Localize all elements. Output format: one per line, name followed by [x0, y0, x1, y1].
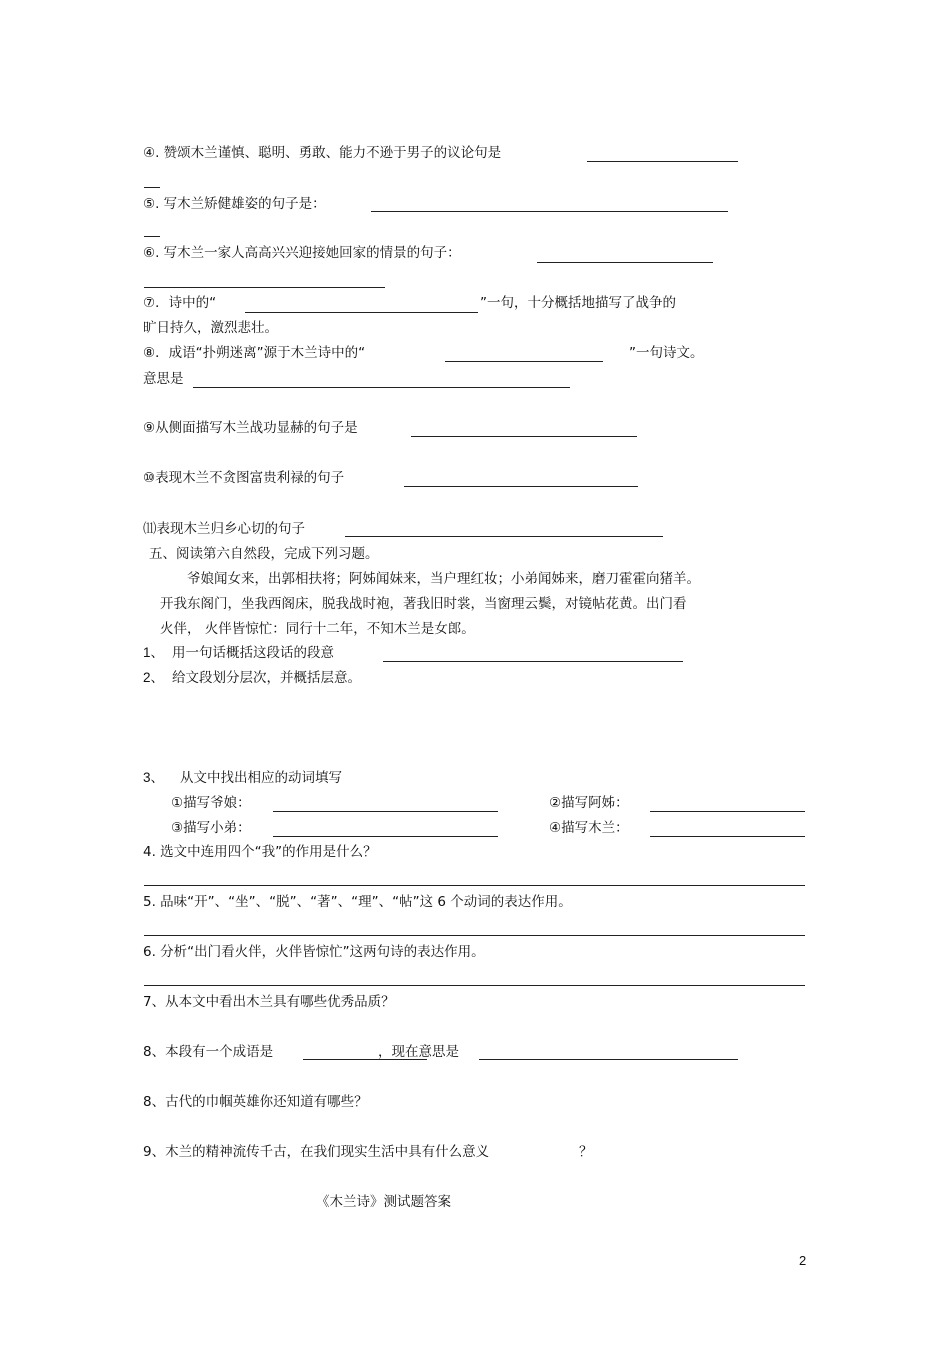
question-7-text-line2: 旷日持久，激烈悲壮。	[143, 320, 278, 336]
answer-blank[interactable]	[411, 436, 637, 437]
reading-q8b-text: 8、古代的巾帼英雄你还知道有哪些？	[143, 1094, 368, 1110]
answer-blank[interactable]	[193, 387, 570, 388]
question-8-text-cont: ”一句诗文。	[629, 345, 704, 361]
answer-blank[interactable]	[345, 536, 663, 537]
reading-q9-text: 9、木兰的精神流传千古，在我们现实生活中具有什么意义	[143, 1144, 490, 1160]
question-7-text: ⑦．诗中的“	[143, 295, 217, 311]
reading-q9-question-mark: ？	[579, 1144, 593, 1160]
answer-blank[interactable]	[144, 287, 385, 288]
answer-blank[interactable]	[144, 187, 160, 188]
reading-q2-number: 2、	[143, 670, 165, 685]
question-9-text: ⑨从侧面描写木兰战功显赫的句子是	[143, 420, 358, 436]
reading-q7-text: 7、从本文中看出木兰具有哪些优秀品质？	[143, 994, 395, 1010]
verb-label-parents: ①描写爷娘：	[171, 795, 251, 811]
answer-line[interactable]	[144, 935, 805, 936]
answer-blank[interactable]	[245, 312, 478, 313]
answer-blank[interactable]	[587, 161, 738, 162]
reading-q4-text: 4. 选文中连用四个“我”的作用是什么？	[143, 844, 377, 860]
answer-blank[interactable]	[479, 1059, 738, 1060]
answer-blank[interactable]	[371, 211, 728, 212]
reading-q8a-text-cont: ，现在意思是	[378, 1044, 459, 1060]
reading-q1-text: 用一句话概括这段话的段意	[172, 645, 334, 661]
question-11-text: ⑾表现木兰归乡心切的句子	[143, 521, 305, 537]
answer-blank[interactable]	[144, 236, 160, 237]
question-4-text: ④. 赞颂木兰谨慎、聪明、勇敢、能力不逊于男子的议论句是	[143, 145, 502, 161]
answer-blank[interactable]	[383, 661, 683, 662]
verb-label-sister: ②描写阿姊：	[549, 795, 629, 811]
answer-blank[interactable]	[273, 811, 498, 812]
verb-label-mulan: ④描写木兰：	[549, 820, 629, 836]
reading-q5-text: 5. 品味“开”、“坐”、“脱”、“著”、“理”、“帖”这 6 个动词的表达作用。	[143, 894, 572, 910]
answer-blank[interactable]	[445, 361, 603, 362]
answer-blank[interactable]	[537, 262, 713, 263]
page-number: 2	[799, 1253, 807, 1268]
answer-line[interactable]	[144, 985, 805, 986]
reading-q3-text: 从文中找出相应的动词填写	[180, 770, 342, 786]
reading-q6-text: 6. 分析“出门看火伴，火伴皆惊忙”这两句诗的表达作用。	[143, 944, 485, 960]
question-10-text: ⑩表现木兰不贪图富贵利禄的句子	[143, 470, 345, 486]
passage-line-2: 开我东阁门，坐我西阁床，脱我战时袍，著我旧时裳，当窗理云鬓，对镜帖花黄。出门看	[160, 596, 687, 612]
answer-blank[interactable]	[273, 836, 498, 837]
answer-section-title: 《木兰诗》测试题答案	[316, 1194, 451, 1210]
answer-blank[interactable]	[404, 486, 638, 487]
question-8-text: ⑧．成语“扑朔迷离”源于木兰诗中的“	[143, 345, 366, 361]
passage-line-3: 火伴， 火伴皆惊忙：同行十二年，不知木兰是女郎。	[160, 621, 475, 637]
reading-q8a-text: 8、本段有一个成语是	[143, 1044, 274, 1060]
reading-q2-text: 给文段划分层次，并概括层意。	[172, 670, 361, 686]
question-6-text: ⑥. 写木兰一家人高高兴兴迎接她回家的情景的句子：	[143, 245, 461, 261]
answer-blank[interactable]	[650, 811, 805, 812]
question-8-meaning-label: 意思是	[143, 371, 184, 387]
reading-q1-number: 1、	[143, 645, 165, 660]
question-7-text-cont: ”一句，十分概括地描写了战争的	[480, 295, 676, 311]
answer-line[interactable]	[144, 885, 805, 886]
section-5-title: 五、阅读第六自然段，完成下列习题。	[149, 546, 379, 562]
question-5-text: ⑤. 写木兰矫健雄姿的句子是：	[143, 196, 326, 212]
reading-q3-number: 3、	[143, 770, 165, 785]
answer-blank[interactable]	[650, 836, 805, 837]
passage-line-1: 爷娘闻女来，出郭相扶将；阿姊闻妹来，当户理红妆；小弟闻姊来，磨刀霍霍向猪羊。	[187, 571, 700, 587]
verb-label-brother: ③描写小弟：	[171, 820, 251, 836]
